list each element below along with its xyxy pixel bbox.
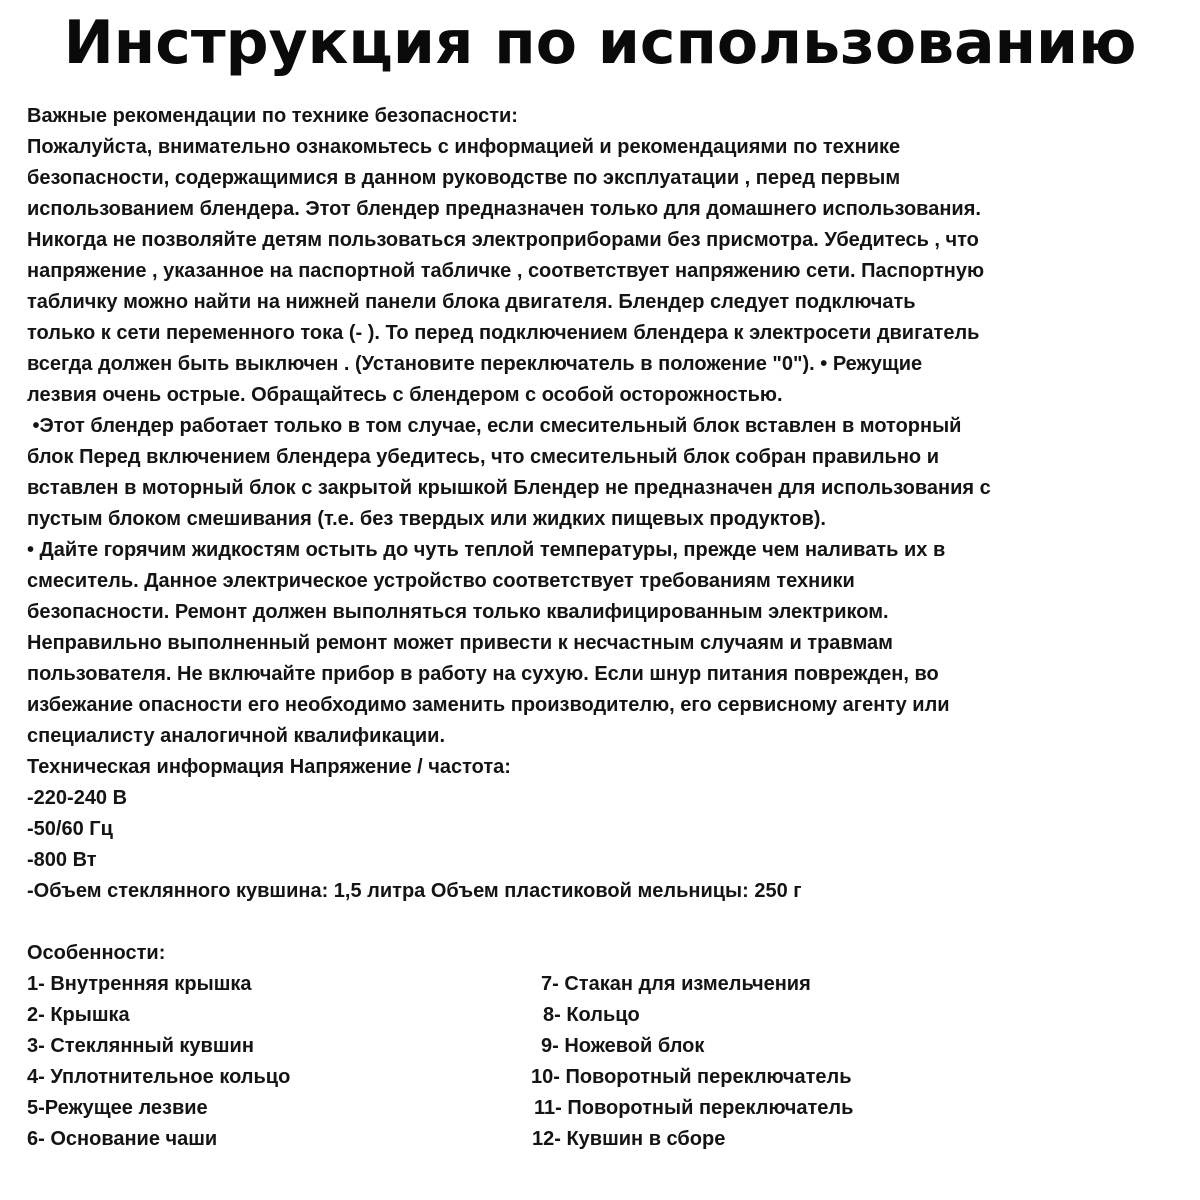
features-section bbox=[27, 938, 1187, 1155]
feature-item: 6- Основание чаши bbox=[27, 1128, 218, 1150]
feature-item: 9- Ножевой блок bbox=[541, 1035, 705, 1057]
text-line: •Этот блендер работает только в том случае, если смесительный блок вставлен в моторный bbox=[27, 415, 962, 437]
text-line: пустым блоком смешивания (т.е. без твердых или жидких пищевых продуктов). bbox=[27, 508, 826, 530]
text-line: напряжение , указанное на паспортной табличке , соответствует напряжению сети. Паспортную bbox=[27, 260, 985, 282]
feature-item: 7- Стакан для измельчения bbox=[541, 973, 811, 995]
text-line: безопасности. Ремонт должен выполняться только квалифицированным электриком. bbox=[27, 601, 889, 623]
feature-row bbox=[27, 1031, 1187, 1062]
feature-item: 3- Стеклянный кувшин bbox=[27, 1035, 254, 1057]
feature-row bbox=[27, 1124, 1187, 1155]
text-line: Никогда не позволяйте детям пользоваться электроприборами без присмотра. Убедитесь , что bbox=[27, 229, 979, 251]
text-line: использованием блендера. Этот блендер предназначен только для домашнего использования. bbox=[27, 198, 981, 220]
text-line: пользователя. Не включайте прибор в работу на сухую. Если шнур питания поврежден, во bbox=[27, 663, 939, 685]
text-line: Важные рекомендации по технике безопасности: bbox=[27, 105, 518, 127]
tech-line: -Объем стеклянного кувшина: 1,5 литра Объем пластиковой мельницы: 250 г bbox=[27, 880, 802, 902]
feature-row bbox=[27, 1000, 1187, 1031]
text-line: Пожалуйста, внимательно ознакомьтесь с информацией и рекомендациями по технике bbox=[27, 136, 901, 158]
feature-row bbox=[27, 1093, 1187, 1124]
text-line: табличку можно найти на нижней панели блока двигателя. Блендер следует подключать bbox=[27, 291, 916, 313]
tech-line: Техническая информация Напряжение / частота: bbox=[27, 756, 511, 778]
text-line: безопасности, содержащимися в данном руководстве по эксплуатации , перед первым bbox=[27, 167, 901, 189]
section-spacer bbox=[27, 907, 1187, 938]
feature-item: 4- Уплотнительное кольцо bbox=[27, 1066, 291, 1088]
text-line: только к сети переменного тока (- ). То перед подключением блендера к электросети двигатель bbox=[27, 322, 980, 344]
feature-item: 2- Крышка bbox=[27, 1004, 130, 1026]
tech-line: -50/60 Гц bbox=[27, 818, 113, 840]
text-line: избежание опасности его необходимо заменить производителю, его сервисному агенту или bbox=[27, 694, 950, 716]
technical-info-section bbox=[27, 752, 1187, 907]
feature-item: 8- Кольцо bbox=[543, 1004, 640, 1026]
text-line: • Дайте горячим жидкостям остыть до чуть теплой температуры, прежде чем наливать их в bbox=[27, 539, 946, 561]
feature-row bbox=[27, 1062, 1187, 1093]
tech-line: -220-240 В bbox=[27, 787, 128, 809]
text-line: всегда должен быть выключен . (Установите переключатель в положение "0"). • Режущие bbox=[27, 353, 923, 375]
instruction-text bbox=[27, 101, 1187, 1155]
safety-section bbox=[27, 101, 1187, 752]
feature-item: 11- Поворотный переключатель bbox=[534, 1097, 854, 1119]
text-line: вставлен в моторный блок с закрытой крышкой Блендер не предназначен для использования с bbox=[27, 477, 991, 499]
page-title: Инструкция по использованию bbox=[63, 8, 1137, 78]
feature-item: 10- Поворотный переключатель bbox=[531, 1066, 852, 1088]
feature-row bbox=[27, 969, 1187, 1000]
feature-item: 12- Кувшин в сборе bbox=[532, 1128, 726, 1150]
text-line: Неправильно выполненный ремонт может привести к несчастным случаям и травмам bbox=[27, 632, 893, 654]
text-line: лезвия очень острые. Обращайтесь с блендером с особой осторожностью. bbox=[27, 384, 783, 406]
features-heading: Особенности: bbox=[27, 942, 166, 964]
text-line: смеситель. Данное электрическое устройство соответствует требованиям техники bbox=[27, 570, 855, 592]
text-line: блок Перед включением блендера убедитесь, что смесительный блок собран правильно и bbox=[27, 446, 940, 468]
feature-item: 1- Внутренняя крышка bbox=[27, 973, 252, 995]
tech-line: -800 Вт bbox=[27, 849, 97, 871]
text-line: специалисту аналогичной квалификации. bbox=[27, 725, 446, 747]
feature-item: 5-Режущее лезвие bbox=[27, 1097, 208, 1119]
